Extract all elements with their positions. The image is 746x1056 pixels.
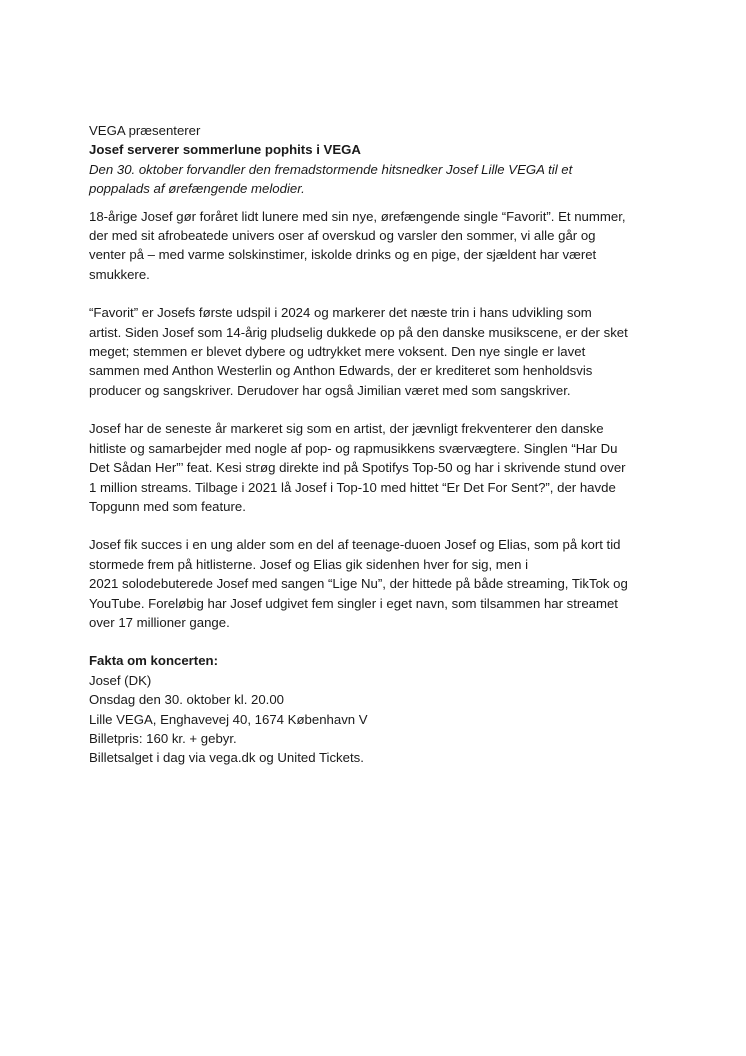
paragraph-line: der med sit afrobeatede univers oser af overskud og varsler den sommer, vi alle går og	[89, 228, 596, 244]
paragraph-line: Det Sådan Her”’ feat. Kesi strøg direkte ind på Spotifys Top-50 og har i skrivende stund over	[89, 460, 626, 476]
paragraph-line: meget; stemmen er blevet dybere og udtrykket mere voksent. Den nye single er lavet	[89, 344, 586, 360]
paragraph-line: “Favorit” er Josefs første udspil i 2024 og markerer det næste trin i hans udvikling som	[89, 305, 592, 321]
facts-tickets: Billetsalget i dag via vega.dk og United Tickets.	[89, 750, 364, 766]
paragraph-line: smukkere.	[89, 266, 150, 282]
lede-line: Den 30. oktober forvandler den fremadstormende hitsnedker Josef Lille VEGA til et	[89, 161, 573, 177]
lede	[89, 160, 669, 199]
paragraph-line: 2021 solodebuterede Josef med sangen “Lige Nu”, der hittede på både streaming, TikTok og	[89, 576, 628, 592]
paragraph-line: venter på – med varme solskinstimer, iskolde drinks og en pige, der sjældent har været	[89, 247, 597, 263]
kicker: VEGA præsenterer	[89, 123, 201, 138]
paragraph-line: 18-årige Josef gør foråret lidt lunere med sin nye, ørefængende single “Favorit”. Et nummer,	[89, 208, 626, 224]
paragraph-2	[89, 303, 669, 400]
paragraph-line: Topgunn med som feature.	[89, 498, 246, 514]
paragraph-line: over 17 millioner gange.	[89, 614, 230, 630]
facts-heading: Fakta om koncerten:	[89, 653, 218, 669]
paragraph-line: sammen med Anthon Westerlin og Anthon Edwards, der er krediteret som henholdsvis	[89, 363, 593, 379]
paragraph-line: Josef fik succes i en ung alder som en del af teenage-duoen Josef og Elias, som på kort tid	[89, 537, 621, 553]
paragraph-line: Josef har de seneste år markeret sig som en artist, der jævnligt frekventerer den danske	[89, 421, 604, 437]
paragraph-4	[89, 535, 669, 632]
paragraph-line: artist. Siden Josef som 14-årig pludselig dukkede op på den danske musikscene, er der sket	[89, 324, 628, 340]
headline: Josef serverer sommerlune pophits i VEGA	[89, 142, 361, 158]
facts-venue: Lille VEGA, Enghavevej 40, 1674 København V	[89, 711, 368, 727]
facts-artist: Josef (DK)	[89, 672, 152, 688]
paragraph-line: YouTube. Foreløbig har Josef udgivet fem singler i eget navn, som tilsammen har streamet	[89, 595, 618, 611]
concert-facts	[89, 651, 669, 767]
press-release	[89, 121, 669, 768]
lede-line: poppalads af ørefængende melodier.	[89, 181, 305, 197]
facts-date: Onsdag den 30. oktober kl. 20.00	[89, 692, 285, 708]
facts-price: Billetpris: 160 kr. + gebyr.	[89, 730, 237, 746]
paragraph-1	[89, 207, 669, 285]
paragraph-line: producer og sangskriver. Derudover har også Jimilian været med som sangskriver.	[89, 382, 571, 398]
paragraph-line: stormede frem på hitlisterne. Josef og Elias gik sidenhen hver for sig, men i	[89, 556, 529, 572]
paragraph-line: 1 million streams. Tilbage i 2021 lå Josef i Top-10 med hittet “Er Det For Sent?”, der havde	[89, 479, 616, 495]
paragraph-line: hitliste og samarbejder med nogle af pop- og rapmusikkens sværvægtere. Singlen “Har Du	[89, 440, 618, 456]
paragraph-3	[89, 419, 669, 516]
